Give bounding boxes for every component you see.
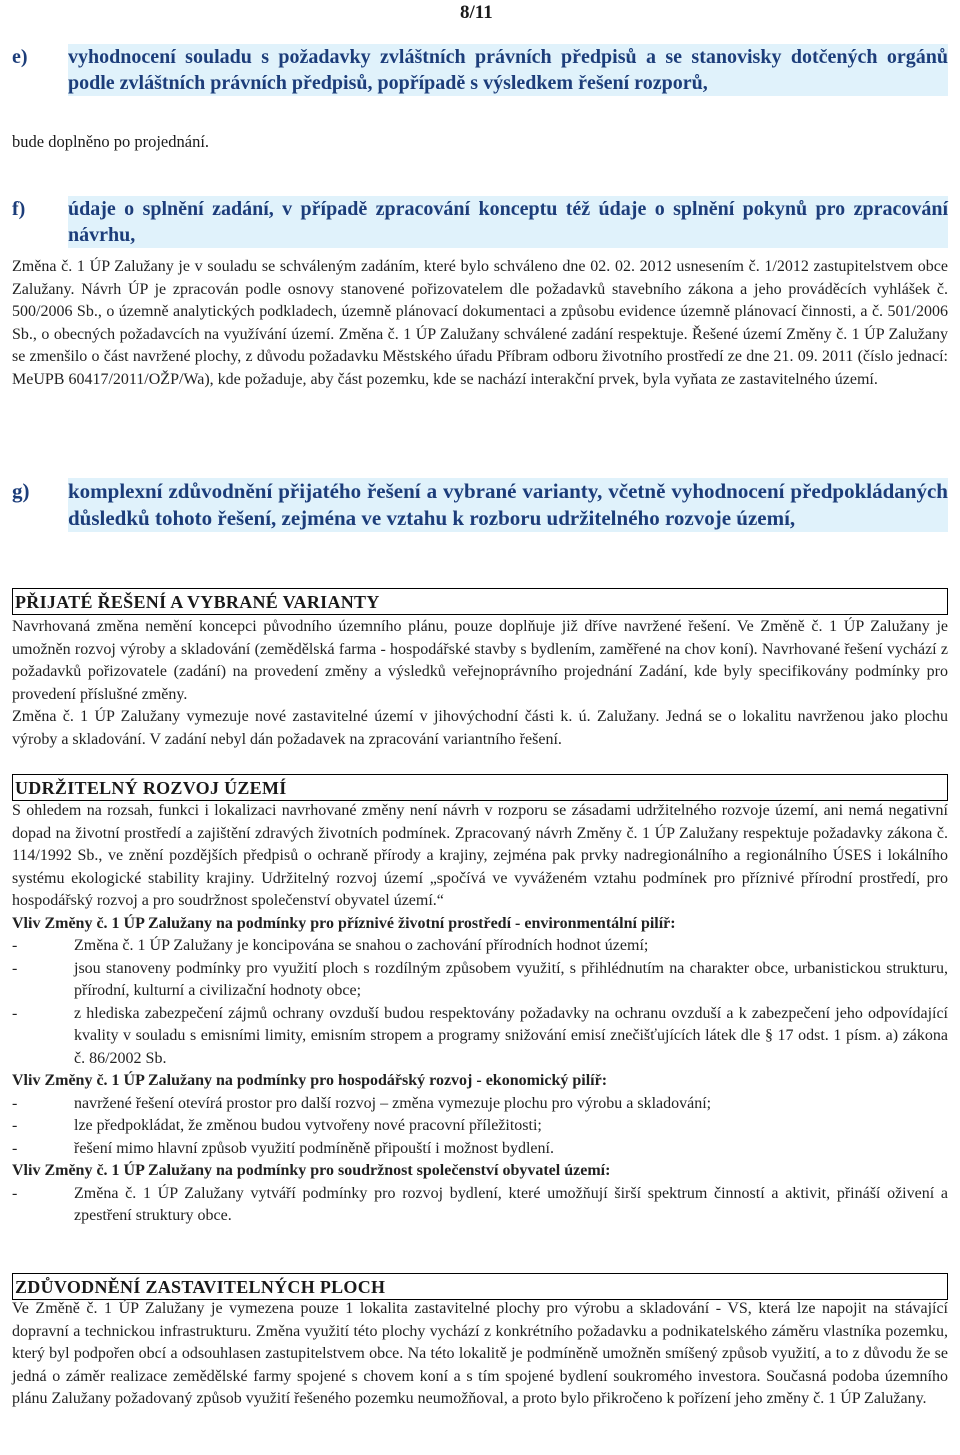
list-item: - Změna č. 1 ÚP Zalužany vytváří podmínky pro rozvoj bydlení, které umožňují širší spektrum činností a aktivit, přináší oživení a zpestření struktury obce. — [12, 1184, 948, 1224]
udrzitelny-paragraph-1: S ohledem na rozsah, funkci i lokalizaci navrhované změny není návrh v rozporu se zásadami udržitelného rozvoje území, ani nemá negativní dopad na životní prostředí a zajištění zdravých životních podmínek. Zpracovaný návrh Změny č. 1 ÚP Zalužany respektuje požadavky zákona č. 114/1992 Sb., ve znění pozdějších předpisů o ochraně přírody a krajiny, zejména pak prvky nadregionálního a regionálního ÚSES i lokálního systému ekologické stability krajiny. Udržitelný rozvoj území „spočívá ve vyváženém vztahu podmínek pro příznivé přírodní prostředí, pro hospodářský rozvoj a pro soudržnost společenství obyvatel území.“ — [12, 802, 948, 909]
list-item: - jsou stanoveny podmínky pro využití ploch s rozdílným způsobem využití, s přihlédnutím na charakter obce, urbanistickou strukturu, přírodní, kulturní a civilizační hodnoty obce; — [12, 959, 948, 999]
prijate-reseni-heading: PŘIJATÉ ŘEŠENÍ A VYBRANÉ VARIANTY — [12, 588, 948, 615]
list-item: - navržené řešení otevírá prostor pro další rozvoj – změna vymezuje plochu pro výrobu a skladování; — [12, 1094, 712, 1112]
udrzitelny-rozvoj-heading: UDRŽITELNÝ ROZVOJ ÚZEMÍ — [12, 774, 948, 801]
prijate-paragraph-1: Navrhovaná změna nemění koncepci původního územního plánu, pouze doplňuje již dříve navržené řešení. Ve Změně č. 1 ÚP Zalužany je umožněn rozvoj výroby a skladování (zemědělská farma - hospodářské stavby s bydlením, zaměřené na chov koní). Navrhované řešení vychází z požadavků pořizovatele (zadání) na provedení změny a výsledků veřejnoprávního projednání Zadání, kde byly specifikovány podmínky pro provedení příslušné změny. — [12, 618, 948, 703]
section-e-letter: e) — [12, 46, 28, 68]
section-e-heading: vyhodnocení souladu s požadavky zvláštních právních předpisů a se stanovisky dotčených orgánů podle zvláštních právních předpisů, popřípadě s výsledkem řešení rozporů, — [68, 46, 948, 94]
list-item: - Změna č. 1 ÚP Zalužany je koncipována se snahou o zachování přírodních hodnot území; — [12, 937, 649, 954]
section-f-letter: f) — [12, 198, 26, 220]
zduvodneni-paragraph: Ve Změně č. 1 ÚP Zalužany je vymezena pouze 1 lokalita zastavitelné plochy pro výrobu a skladování - VS, která lze napojit na stávající dopravní a technickou infrastrukturu. Změna využití této plochy vychází z konkrétního požadavku a podnikatelského záměru vlastníka pozemku, který byl podpořen obcí a odsouhlasen zastupitelstvem obce. Na této lokalitě je podmíněně umožněn smíšený způsob využití, a to z důvodu že se jedná o záměr realizace zemědělské farmy spojené s chovem koní a s tím spojené bydlení soukromého investora. Současná podoba územního plánu Zalužany požadovaný způsob využití řešeného pozemku neumožňoval, a proto bylo přikročeno k pořízení jeho změny č. 1 ÚP Zalužany. — [12, 1300, 948, 1407]
section-g-letter: g) — [12, 479, 30, 503]
udrzitelny-rozvoj-text — [12, 800, 948, 1228]
zduvodneni-text — [12, 1298, 948, 1411]
prijate-reseni-text — [12, 616, 948, 751]
environmental-pillar-title: Vliv Změny č. 1 ÚP Zalužany na podmínky pro příznivé životní prostředí - environmentální pilíř: — [12, 914, 676, 932]
section-f-text — [12, 256, 948, 391]
zduvodneni-heading: ZDŮVODNĚNÍ ZASTAVITELNÝCH PLOCH — [12, 1273, 948, 1300]
section-f-heading: údaje o splnění zadání, v případě zpracování konceptu též údaje o splnění pokynů pro zpracování návrhu, — [68, 198, 948, 246]
section-e-text: bude doplněno po projednání. — [12, 132, 210, 151]
list-item: - lze předpokládat, že změnou budou vytvořeny nové pracovní příležitosti; — [12, 1117, 542, 1134]
section-f-paragraph: Změna č. 1 ÚP Zalužany je v souladu se schváleným zadáním, které bylo schváleno dne 02. 02. 2012 usnesením č. 1/2012 zastupitelstvem obce Zalužany. Návrh ÚP je zpracován podle osnovy stanovené pořizovatelem dle požadavků stavebního zákona a jeho prováděcích vyhlášek č. 500/2006 Sb., o územně analytických podkladech, územně plánovací dokumentaci a způsobu evidence územně plánovací činnosti, a č. 501/2006 Sb., o obecných požadavcích na využívání území. Změna č. 1 ÚP Zalužany schválené zadání respektuje. Řešené území Změny č. 1 ÚP Zalužany se zmenšilo o část navržené plochy, z důvodu požadavku Městského úřadu Příbram odboru životního prostředí ze dne 21. 09. 2011 (číslo jednací: MeUPB 60417/2011/OŽP/Wa), kde požaduje, aby část pozemku, kde se nachází interakční prvek, byla vyňata ze zastavitelného území. — [12, 258, 948, 388]
social-pillar-title: Vliv Změny č. 1 ÚP Zalužany na podmínky pro soudržnost společenství obyvatel území: — [12, 1162, 611, 1179]
section-f — [12, 196, 948, 248]
list-item: - z hlediska zabezpečení zájmů ochrany ovzduší budou respektovány požadavky na ochranu ovzduší a k zabezpečení jeho odpovídající kvality v souladu s emisními limity, emisním stropem a programy snižování emisí znečišťujících látek dle § 17 odst. 1 písm. a) zákona č. 86/2002 Sb. — [12, 1004, 948, 1067]
section-g-heading: komplexní zdůvodnění přijatého řešení a vybrané varianty, včetně vyhodnocení předpokládaných důsledků tohoto řešení, zejména ve vztahu k rozboru udržitelného rozvoje území, — [68, 479, 948, 530]
page-number: 8/11 — [460, 2, 493, 23]
list-item: - řešení mimo hlavní způsob využití podmíněně připouští i možnost bydlení. — [12, 1139, 554, 1157]
prijate-paragraph-2: Změna č. 1 ÚP Zalužany vymezuje nové zastavitelné území v jihovýchodní části k. ú. Zalužany. Jedná se o lokalitu navrženou jako plochu výroby a skladování. V zadání nebyl dán požadavek na zpracování variantního řešení. — [12, 708, 948, 748]
economic-pillar-title: Vliv Změny č. 1 ÚP Zalužany na podmínky pro hospodářský rozvoj - ekonomický pilíř: — [12, 1072, 608, 1089]
section-e — [12, 44, 948, 96]
section-g — [12, 478, 948, 532]
